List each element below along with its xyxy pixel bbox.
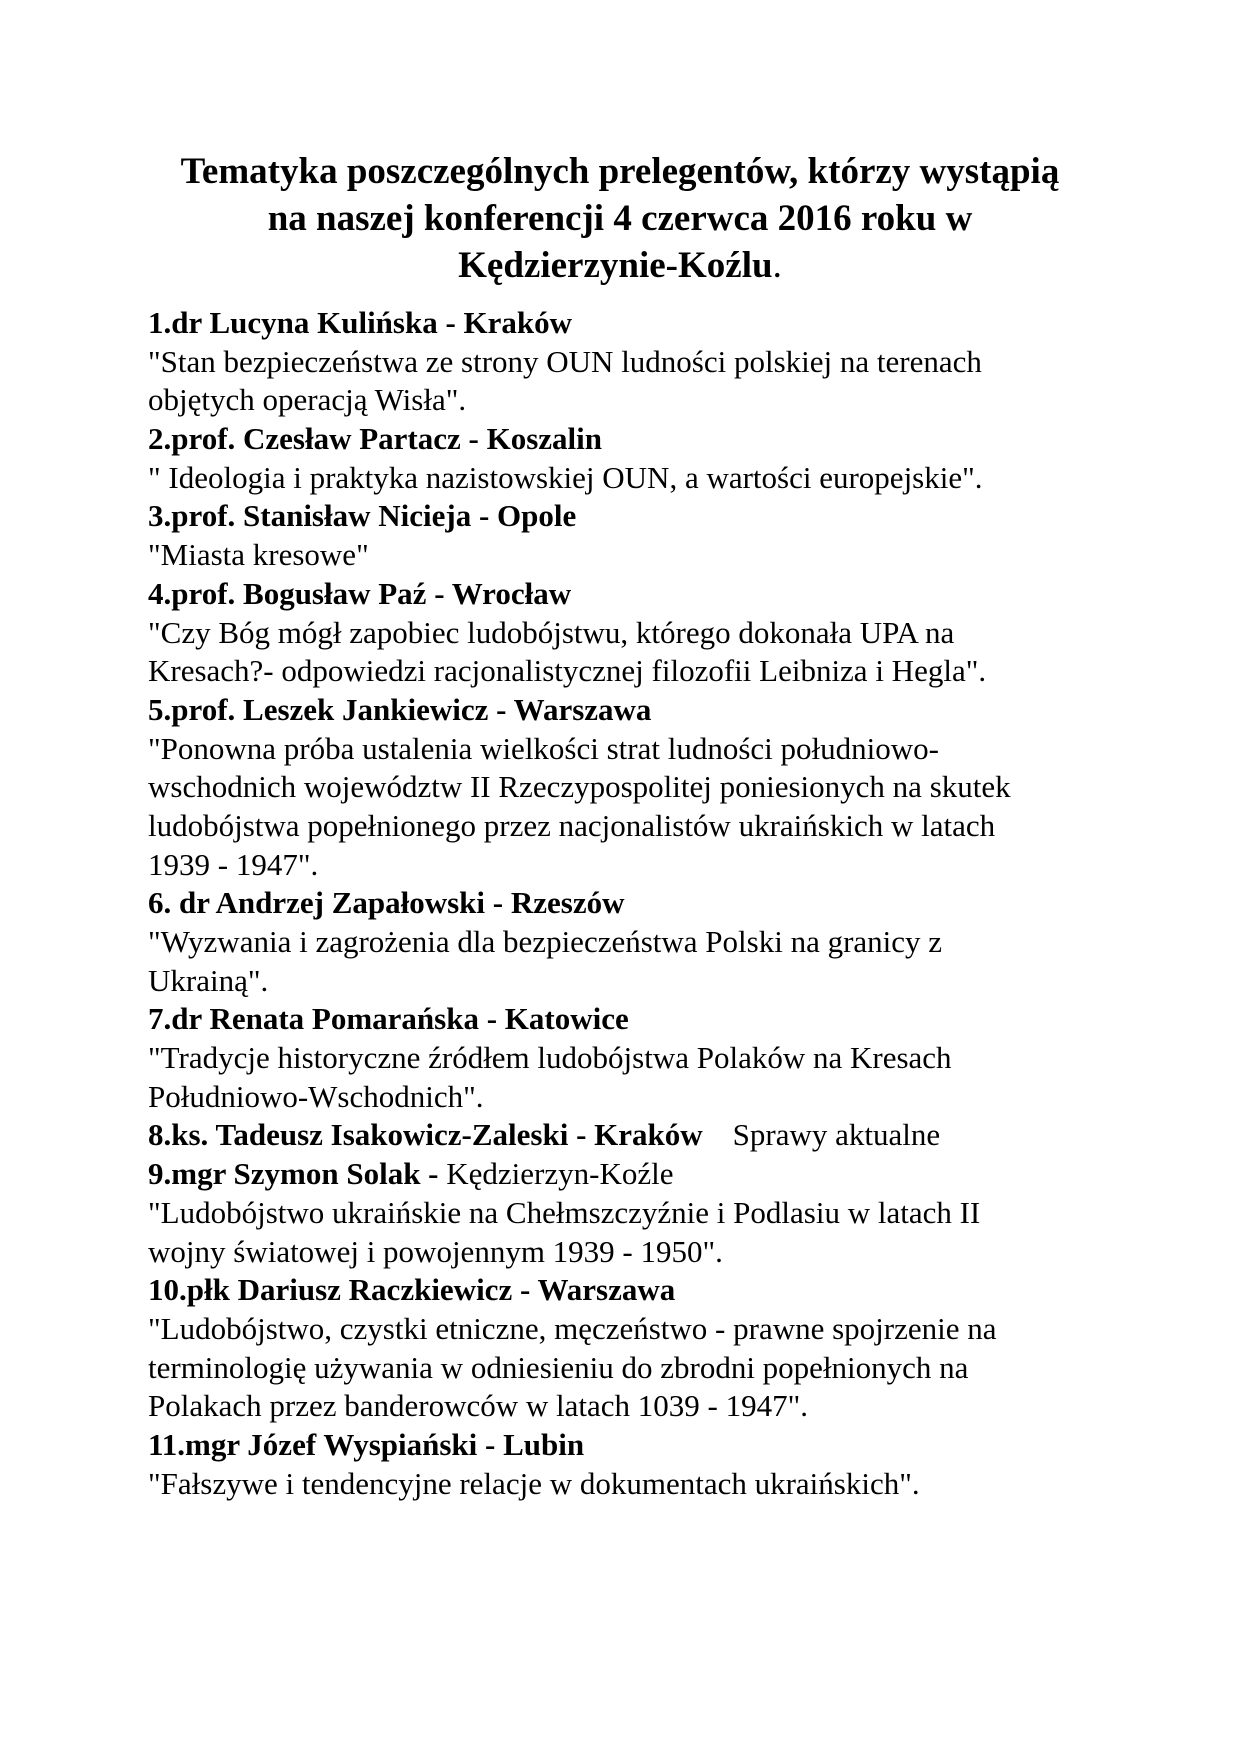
speaker-topic-line: Kresach?- odpowiedzi racjonalistycznej filozofii Leibniza i Hegla". [148, 653, 987, 689]
speaker-heading [148, 304, 1208, 343]
speaker-name: 10.płk Dariusz Raczkiewicz - Warszawa [148, 1272, 676, 1308]
speaker-list [148, 304, 1208, 1503]
speaker-topic-line: wschodnich województw II Rzeczypospolitej poniesionych na skutek [148, 769, 1011, 805]
speaker-name: 7.dr Renata Pomarańska - Katowice [148, 1001, 629, 1037]
speaker-topic-line: "Stan bezpieczeństwa ze strony OUN ludności polskiej na terenach [148, 343, 982, 379]
speaker-heading [148, 691, 1208, 730]
document-title [120, 148, 1120, 289]
speaker-name: 8.ks. Tadeusz Isakowicz-Zaleski - Kraków [148, 1117, 703, 1153]
speaker-topic-line: objętych operacją Wisła". [148, 382, 467, 418]
title-line-3 [120, 242, 1120, 289]
speaker-topic-line: "Ponowna próba ustalenia wielkości strat ludności południowo- [148, 730, 939, 766]
title-line-3-suffix: . [772, 245, 782, 286]
speaker-topic-inline: Sprawy aktualne [732, 1117, 941, 1153]
speaker-topic-line: terminologię używania w odniesieniu do zbrodni popełnionych na [148, 1349, 969, 1385]
speaker-topic-line: "Ludobójstwo ukraińskie na Chełmszczyźnie i Podlasiu w latach II [148, 1194, 981, 1230]
speaker-name: 6. dr Andrzej Zapałowski - Rzeszów [148, 885, 625, 921]
speaker-city: Kędzierzyn-Koźle [438, 1156, 674, 1192]
speaker-heading [148, 1426, 1208, 1465]
speaker-heading [148, 1116, 1208, 1155]
speaker-name: 2.prof. Czesław Partacz - Koszalin [148, 421, 602, 457]
speaker-topic-line: 1939 - 1947". [148, 846, 319, 882]
speaker-topic-line: "Czy Bóg mógł zapobiec ludobójstwu, którego dokonała UPA na [148, 614, 955, 650]
speaker-name: 9.mgr Szymon Solak - [148, 1156, 439, 1192]
speaker-heading [148, 1000, 1208, 1039]
title-line-3-text: Kędzierzynie-Koźlu [458, 245, 773, 286]
speaker-heading [148, 420, 1208, 459]
speaker-heading [148, 1155, 1208, 1194]
speaker-topic-line: Polakach przez banderowców w latach 1039 - 1947". [148, 1388, 808, 1424]
speaker-topic-line: "Wyzwania i zagrożenia dla bezpieczeństwa Polski na granicy z [148, 924, 943, 959]
speaker-topic-line: Południowo-Wschodnich". [148, 1078, 484, 1114]
speaker-heading [148, 575, 1208, 614]
speaker-heading [148, 1271, 1208, 1310]
speaker-name: 5.prof. Leszek Jankiewicz - Warszawa [148, 691, 652, 727]
speaker-name: 4.prof. Bogusław Paź - Wrocław [148, 575, 572, 611]
title-line-2: na naszej konferencji 4 czerwca 2016 roku w [267, 198, 973, 239]
speaker-name: 1.dr Lucyna Kulińska - Kraków [148, 305, 573, 340]
speaker-name: 11.mgr Józef Wyspiański - Lubin [148, 1426, 585, 1462]
speaker-topic-line: "Ludobójstwo, czystki etniczne, męczeństwo - prawne spojrzenie na [148, 1310, 997, 1346]
speaker-name: 3.prof. Stanisław Nicieja - Opole [148, 498, 577, 534]
title-line-1: Tematyka poszczególnych prelegentów, którzy wystąpią [180, 151, 1060, 192]
speaker-topic-line: Ukrainą". [148, 962, 269, 998]
speaker-heading [148, 884, 1208, 923]
speaker-topic-line: "Miasta kresowe" [148, 537, 369, 573]
speaker-topic-line: ludobójstwa popełnionego przez nacjonalistów ukraińskich w latach [148, 807, 996, 843]
speaker-topic-line: "Fałszywe i tendencyjne relacje w dokumentach ukraińskich". [148, 1465, 920, 1501]
speaker-topic-line: " Ideologia i praktyka nazistowskiej OUN, a wartości europejskie". [148, 459, 983, 495]
speaker-heading [148, 497, 1208, 536]
speaker-topic-line: wojny światowej i powojennym 1939 - 1950". [148, 1233, 723, 1269]
speaker-topic-line: "Tradycje historyczne źródłem ludobójstwa Polaków na Kresach [148, 1040, 952, 1076]
